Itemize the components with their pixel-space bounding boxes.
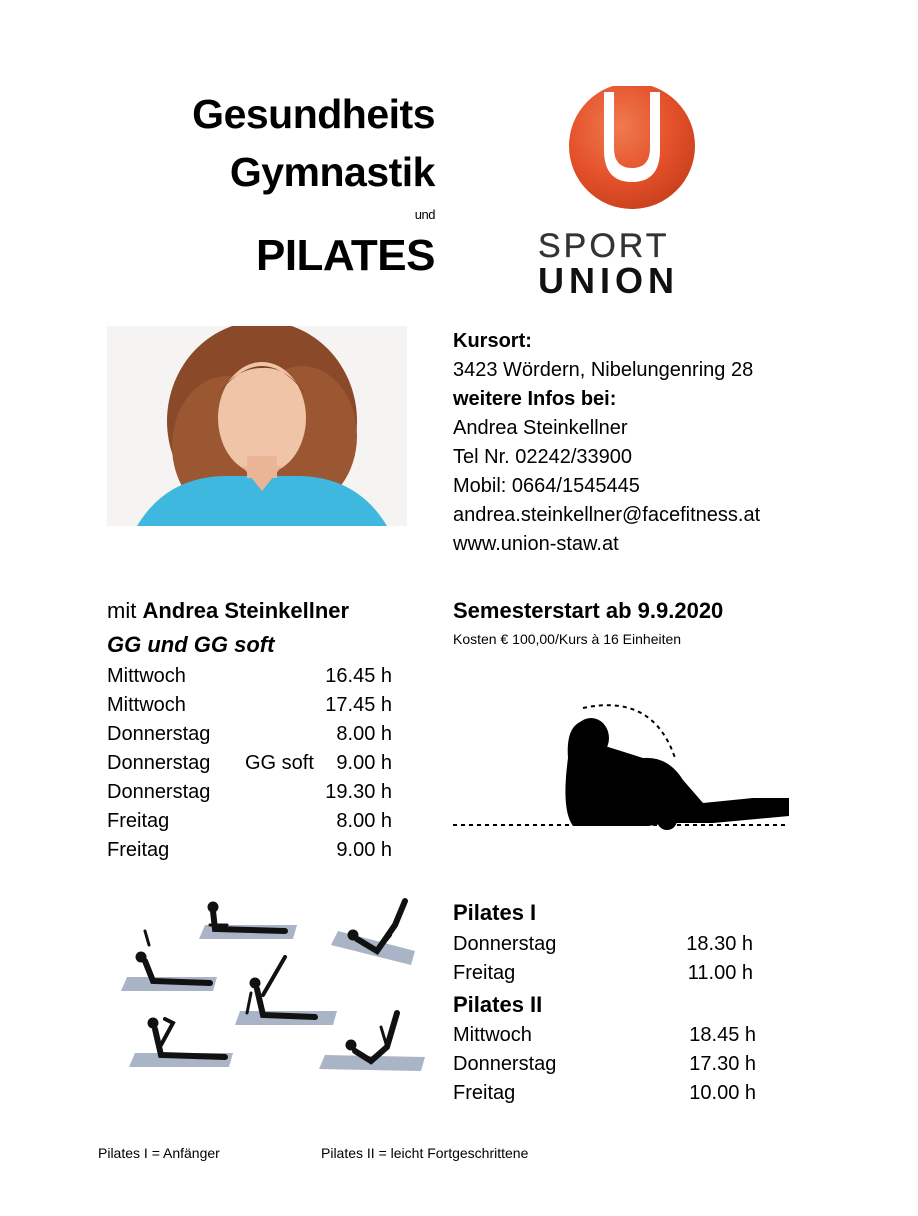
schedule-day: Freitag [107,810,170,832]
page-title [35,84,435,284]
schedule-day: Donnerstag [107,752,211,774]
schedule-time: 11.00 h [687,962,753,984]
schedule-time: 17.45 h [325,694,392,716]
schedule-row [107,778,397,807]
schedule-row [453,959,758,988]
kursort-label: Kursort: [453,330,532,352]
logo-union-text: UNION [538,260,679,301]
contact-mobile: Mobil: 0664/1545445 [453,475,640,497]
schedule-row [107,720,397,749]
contact-info [453,327,760,559]
gg-instructor-line [107,596,349,626]
schedule-note: GG soft [245,752,314,774]
schedule-time: 8.00 h [336,723,392,745]
schedule-day: Mittwoch [453,1024,532,1046]
schedule-row [107,807,397,836]
schedule-time: 19.30 h [325,781,392,803]
instructor-photo [107,326,407,526]
instructor-name: Andrea Steinkellner [142,598,350,623]
schedule-day: Mittwoch [107,665,186,687]
schedule-day: Donnerstag [107,723,211,745]
schedule-day: Freitag [453,962,516,984]
infos-label: weitere Infos bei: [453,388,617,410]
with-prefix: mit [107,598,137,623]
schedule-row [453,1050,758,1079]
schedule-time: 9.00 h [336,839,392,861]
schedule-day: Donnerstag [453,1053,557,1075]
title-line-2: Gymnastik [229,149,435,195]
semester-cost: Kosten € 100,00/Kurs à 16 Einheiten [453,631,682,647]
schedule-time: 8.00 h [336,810,392,832]
pilates-i-title: Pilates I [453,900,537,925]
schedule-row [453,930,758,959]
schedule-row [107,662,397,691]
title-line-3: PILATES [255,231,435,280]
gg-schedule [107,662,397,865]
schedule-day: Freitag [453,1082,516,1104]
contact-web[interactable]: www.union-staw.at [453,533,619,555]
pilates-i-schedule [453,930,758,988]
schedule-row [107,691,397,720]
contact-name: Andrea Steinkellner [453,417,628,439]
schedule-row [453,1021,758,1050]
schedule-day: Mittwoch [107,694,186,716]
schedule-time: 18.45 h [689,1024,756,1046]
pilates-ii-title: Pilates II [453,992,543,1017]
stretch-illustration [453,698,789,833]
pilates-illustration [115,895,430,1080]
address: 3423 Wördern, Nibelungenring 28 [453,359,754,381]
title-line-1: Gesundheits [192,91,435,137]
schedule-day: Donnerstag [107,781,211,803]
gg-course-title: GG und GG soft [107,632,275,657]
legend-pilates-i: Pilates I = Anfänger [98,1145,220,1161]
legend-pilates-ii: Pilates II = leicht Fortgeschrittene [321,1145,529,1161]
schedule-row [107,836,397,865]
schedule-time: 9.00 h [336,752,392,774]
contact-tel: Tel Nr. 02242/33900 [453,446,633,468]
schedule-row [107,749,397,778]
logo-sport-text: SPORT [538,227,670,265]
schedule-time: 10.00 h [689,1082,756,1104]
schedule-day: Freitag [107,839,170,861]
semester-start: Semesterstart ab 9.9.2020 [453,598,724,623]
title-connector: und [414,207,435,222]
schedule-time: 16.45 h [325,665,392,687]
schedule-day: Donnerstag [453,933,557,955]
schedule-time: 18.30 h [686,933,753,955]
contact-email[interactable]: andrea.steinkellner@facefitness.at [453,504,761,526]
pilates-ii-schedule [453,1021,758,1108]
schedule-row [453,1079,758,1108]
sport-union-logo [536,86,726,301]
schedule-time: 17.30 h [689,1053,756,1075]
